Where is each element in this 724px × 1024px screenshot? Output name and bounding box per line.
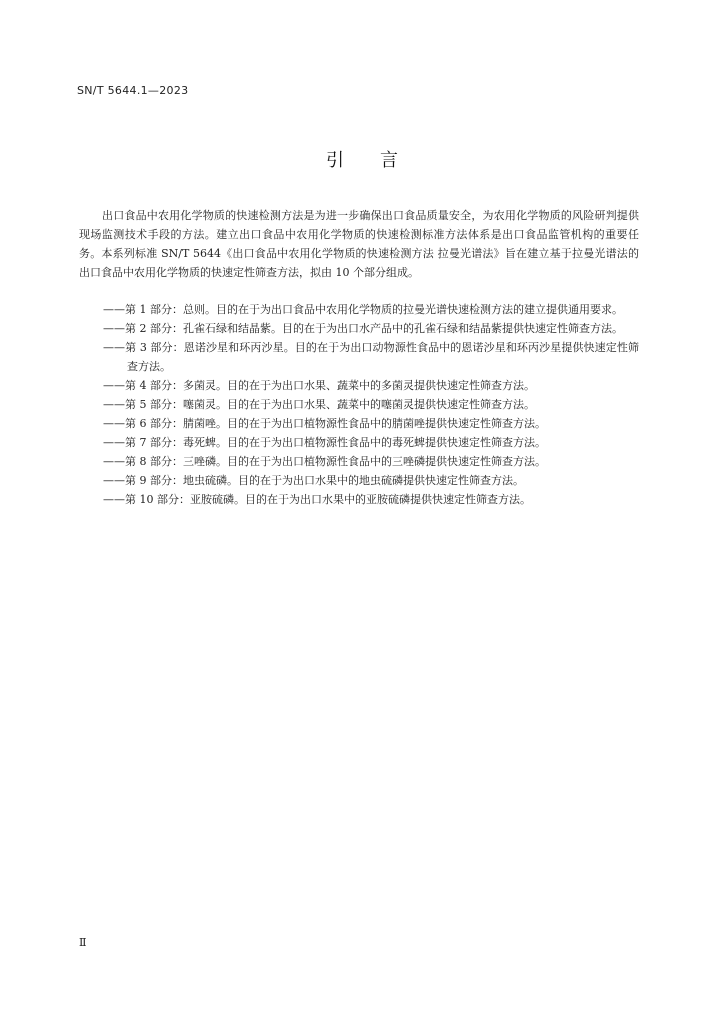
page-number: Ⅱ [79,936,87,949]
intro-paragraph: 出口食品中农用化学物质的快速检测方法是为进一步确保出口食品质量安全，为农用化学物质的风险研判提供现场监测技术手段的方法。建立出口食品中农用化学物质的快速检测标准方法体系是出口食品监管机构的重要任务。本系列标准 SN/T 5644《出口食品中农用化学物质的快速检测方法 拉曼光谱法》旨在建立基于拉曼光谱法的出口食品中农用化学物质的快速定性筛查方法，拟由 10 个部分组成。 [79,209,639,279]
part-item-8: ——第 8 部分：三唑磷。目的在于为出口植物源性食品中的三唑磷提供快速定性筛查方法。 [103,455,546,468]
part-item-5: ——第 5 部分：噻菌灵。目的在于为出口水果、蔬菜中的噻菌灵提供快速定性筛查方法。 [103,398,535,411]
page-title [0,146,724,172]
parts-list [103,300,639,509]
part-item-3: ——第 3 部分：恩诺沙星和环丙沙星。目的在于为出口动物源性食品中的恩诺沙星和环丙沙星提供快速定性筛查方法。 [103,341,639,373]
part-item-6: ——第 6 部分：腈菌唑。目的在于为出口植物源性食品中的腈菌唑提供快速定性筛查方法。 [103,417,546,430]
part-item-7: ——第 7 部分：毒死蜱。目的在于为出口植物源性食品中的毒死蜱提供快速定性筛查方法。 [103,436,546,449]
standard-code-header: SN/T 5644.1—2023 [77,84,189,97]
part-item-1: ——第 1 部分：总则。目的在于为出口食品中农用化学物质的拉曼光谱快速检测方法的建立提供通用要求。 [103,303,623,316]
part-item-10: ——第 10 部分：亚胺硫磷。目的在于为出口水果中的亚胺硫磷提供快速定性筛查方法。 [103,493,531,506]
title-char-1: 引 [326,150,344,171]
part-item-4: ——第 4 部分：多菌灵。目的在于为出口水果、蔬菜中的多菌灵提供快速定性筛查方法。 [103,379,535,392]
part-item-9: ——第 9 部分：地虫硫磷。目的在于为出口水果中的地虫硫磷提供快速定性筛查方法。 [103,474,524,487]
part-item-2: ——第 2 部分：孔雀石绿和结晶紫。目的在于为出口水产品中的孔雀石绿和结晶紫提供快速定性筛查方法。 [103,322,623,335]
title-char-2: 言 [380,150,398,171]
